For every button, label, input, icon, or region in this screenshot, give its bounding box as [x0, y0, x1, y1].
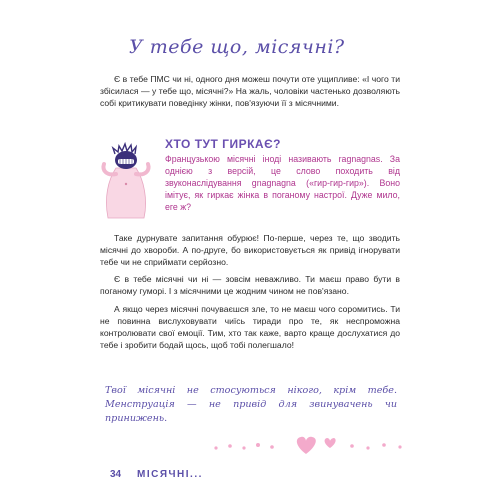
hearts-decoration: [210, 432, 410, 462]
dot: [270, 445, 274, 449]
running-title: МІСЯЧНІ...: [137, 469, 203, 480]
dot: [256, 443, 260, 447]
dot: [366, 446, 369, 449]
grumpy-figure-illustration: [94, 140, 164, 220]
highlight-quote: Твої місячні не стосуються нікого, крім тебе. Менструація — не привід для звинувачень чи принижень.: [105, 385, 397, 424]
dot: [398, 445, 401, 448]
page-number: 34: [110, 469, 122, 480]
callout-heading: ХТО ТУТ ГИРКАЄ?: [165, 137, 281, 151]
figure-arm-right: [136, 164, 149, 174]
dot: [228, 444, 232, 448]
paragraph-2: Таке дурнувате запитання обурює! По-перше, через те, що зводить місячні до хвороби. А по-друге, бо використовується як привід ігнорувати тебе чи не сприймати серйозно.: [100, 233, 400, 267]
callout-text: Французькою місячні іноді називають ragnagnas. За однією з версій, це слово походить від звуконаслідування gnagnagna («гир-гир-гир»). Воно імітує, як гиркає жінка в поганому настрої. Дуже мило, еге ж?: [165, 154, 400, 212]
heart-small: [325, 438, 336, 448]
figure-arm-left: [104, 164, 117, 174]
dot: [242, 446, 245, 449]
heart-large: [297, 437, 316, 454]
figure-navel: [125, 183, 127, 185]
page-title: У тебе що, місячні?: [129, 36, 345, 58]
dot: [350, 444, 354, 448]
dot: [382, 443, 386, 447]
paragraph-3: Є в тебе місячні чи ні — зовсім неважливо. Ти маєш право бути в поганому гуморі. І з місячними це жодним чином не пов'язано.: [100, 274, 400, 296]
paragraph-4: А якщо через місячні почуваєшся зле, то не маєш чого соромитись. Ти не повинна вислуховувати чиїсь тиради про те, як неспроможна контролювати свої емоції. Тим, хто так каже, варто краще дослухатися до тебе і зробити бодай щось, щоб тобі полегшало!: [100, 304, 400, 350]
intro-paragraph: Є в тебе ПМС чи ні, одного дня можеш почути оте ущипливе: «І чого ти збісилася — у тебе що, місячні?» На жаль, чоловіки частенько дозволяють собі критикувати поведінку жінки, пов'язуючи її з місячними.: [100, 74, 400, 108]
dot: [214, 446, 217, 449]
